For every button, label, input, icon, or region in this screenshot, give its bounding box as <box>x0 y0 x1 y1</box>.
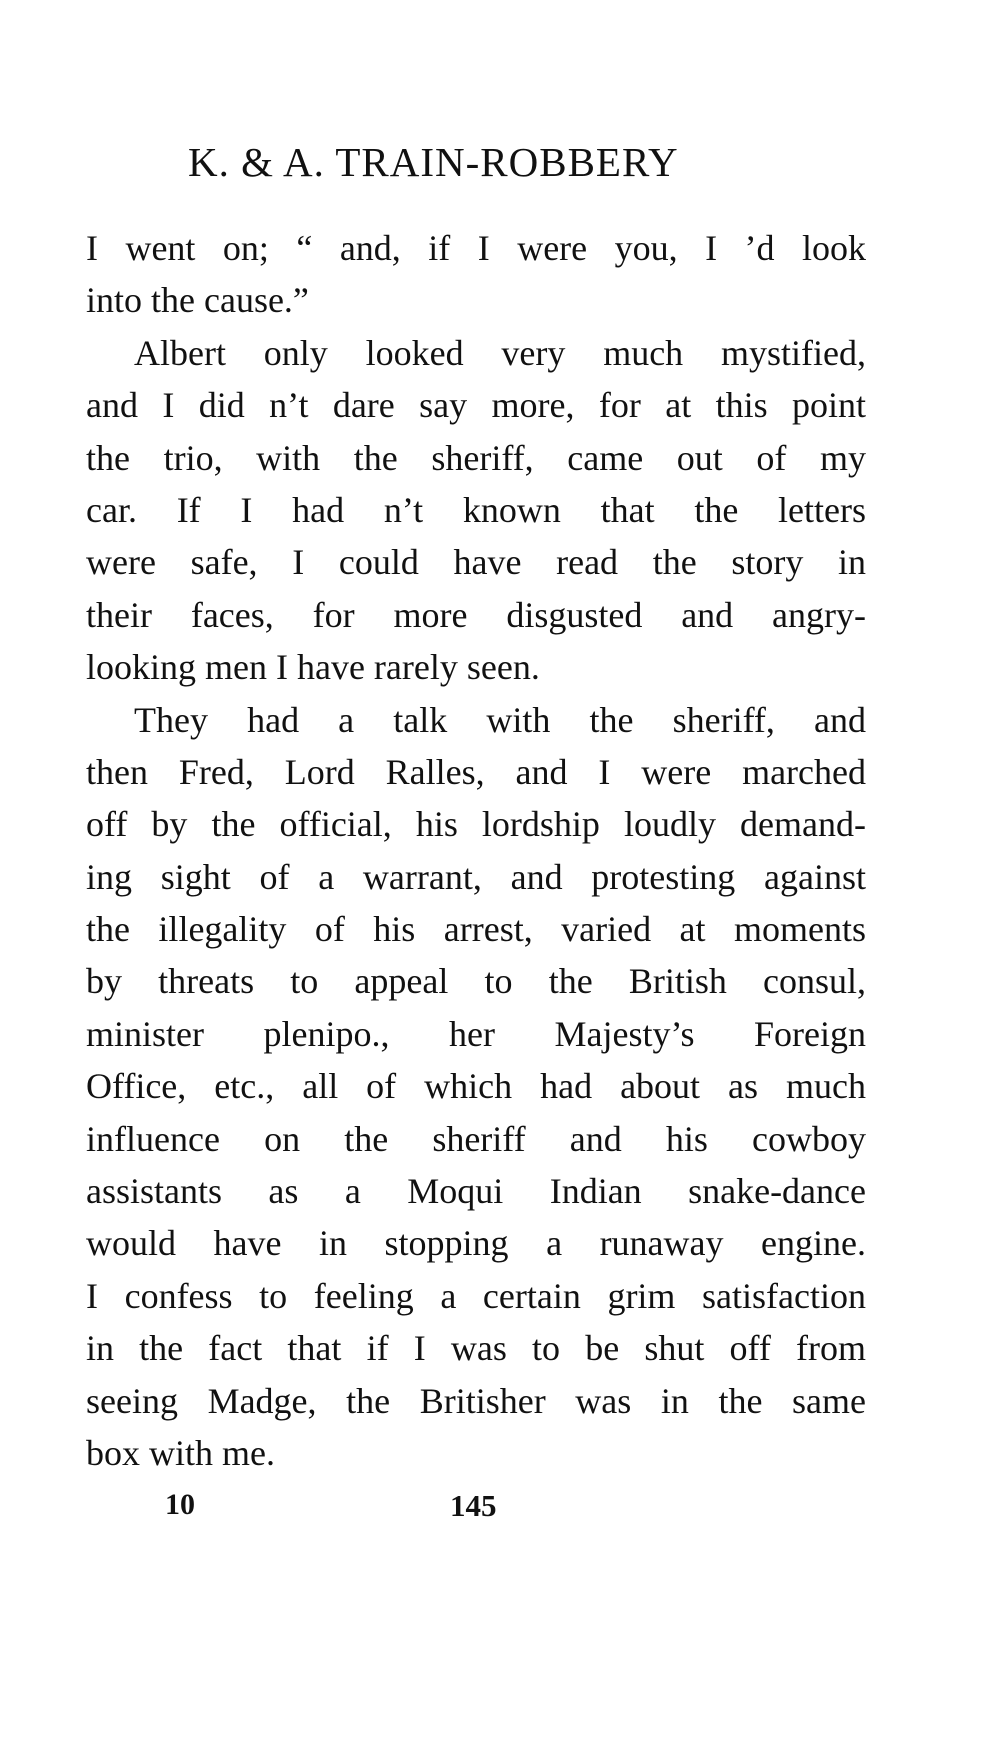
text-line: and I did n’t dare say more, for at this point <box>86 385 866 426</box>
text-line: I went on; “ and, if I were you, I ’d look <box>86 228 866 268</box>
text-line: then Fred, Lord Ralles, and I were marched <box>86 751 866 792</box>
text-line: would have in stopping a runaway engine. <box>86 1223 866 1264</box>
text-line: were safe, I could have read the story in <box>86 542 866 583</box>
text-line: Office, etc., all of which had about as much <box>86 1066 866 1107</box>
text-line: looking men I have rarely seen. <box>86 647 540 688</box>
text-line: influence on the sheriff and his cowboy <box>86 1118 866 1159</box>
text-line: assistants as a Moqui Indian snake-dance <box>86 1171 866 1212</box>
text-line: ing sight of a warrant, and protesting against <box>86 856 866 897</box>
text-line: I confess to feeling a certain grim satisfaction <box>86 1275 866 1316</box>
text-line: the illegality of his arrest, varied at moments <box>86 909 866 950</box>
text-line: by threats to appeal to the British consul, <box>86 961 866 1002</box>
signature-mark: 10 <box>165 1488 195 1521</box>
text-line: off by the official, his lordship loudly demand- <box>86 804 866 845</box>
text-line: seeing Madge, the Britisher was in the same <box>86 1380 866 1421</box>
text-line: Albert only looked very much mystified, <box>134 332 866 373</box>
text-line: box with me. <box>86 1432 275 1473</box>
text-line: their faces, for more disgusted and angry- <box>86 594 866 635</box>
page-number: 145 <box>450 1488 497 1523</box>
text-line: car. If I had n’t known that the letters <box>86 489 866 530</box>
running-head: K. & A. TRAIN-ROBBERY <box>188 139 679 185</box>
text-line: in the fact that if I was to be shut off from <box>86 1328 866 1369</box>
body-text <box>86 222 866 1479</box>
text-line: into the cause.” <box>86 280 309 321</box>
text-line: minister plenipo., her Majesty’s Foreign <box>86 1013 866 1054</box>
text-line: They had a talk with the sheriff, and <box>134 699 866 740</box>
text-line: the trio, with the sheriff, came out of my <box>86 437 866 478</box>
